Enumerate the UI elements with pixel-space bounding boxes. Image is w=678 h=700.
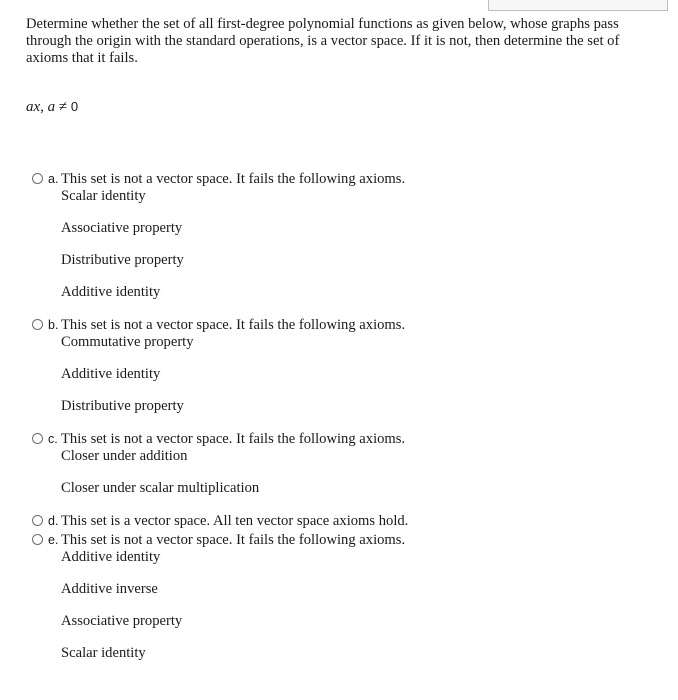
axiom-item: Additive identity (61, 549, 161, 565)
axiom-item: Closer under scalar multiplication (61, 480, 260, 496)
option-a[interactable] (32, 170, 652, 188)
axiom-item: Associative property (61, 613, 183, 629)
option-text: This set is not a vector space. It fails the following axioms. (61, 317, 406, 333)
option-text: This set is not a vector space. It fails the following axioms. (61, 431, 406, 447)
option-letter: e. (48, 533, 59, 547)
option-letter: c. (48, 432, 58, 446)
option-text: This set is a vector space. All ten vector space axioms hold. (61, 513, 409, 529)
expression-coefficient: a (47, 99, 56, 115)
expression-term: ax (26, 99, 41, 115)
radio-option-b[interactable] (32, 319, 43, 330)
option-b[interactable] (32, 316, 652, 334)
option-letter: b. (48, 318, 59, 332)
axiom-item: Commutative property (61, 334, 194, 350)
expression-separator: , (40, 99, 48, 115)
radio-option-a[interactable] (32, 173, 43, 184)
top-partial-box (488, 0, 668, 11)
option-text: This set is not a vector space. It fails the following axioms. (61, 171, 406, 187)
radio-option-c[interactable] (32, 433, 43, 444)
option-d[interactable] (32, 512, 652, 530)
option-e[interactable] (32, 531, 652, 549)
radio-option-e[interactable] (32, 534, 43, 545)
expression-zero: 0 (70, 99, 79, 114)
set-expression (26, 98, 78, 116)
option-text: This set is not a vector space. It fails the following axioms. (61, 532, 406, 548)
axiom-item: Associative property (61, 220, 183, 236)
axiom-item: Scalar identity (61, 645, 146, 661)
option-letter: a. (48, 172, 59, 186)
axiom-item: Additive inverse (61, 581, 158, 597)
axiom-item: Scalar identity (61, 188, 146, 204)
option-c[interactable] (32, 430, 652, 448)
axiom-item: Additive identity (61, 284, 161, 300)
axiom-item: Additive identity (61, 366, 161, 382)
axiom-item: Closer under addition (61, 448, 188, 464)
option-letter: d. (48, 514, 59, 528)
radio-option-d[interactable] (32, 515, 43, 526)
question-text: Determine whether the set of all first-degree polynomial functions as given below, whose graphs pass through the origin with the standard operations, is a vector space. If it is not, then determine the set of axioms that it fails. (26, 16, 620, 66)
axiom-item: Distributive property (61, 252, 184, 268)
axiom-item: Distributive property (61, 398, 184, 414)
expression-not-equal: ≠ (55, 99, 71, 115)
